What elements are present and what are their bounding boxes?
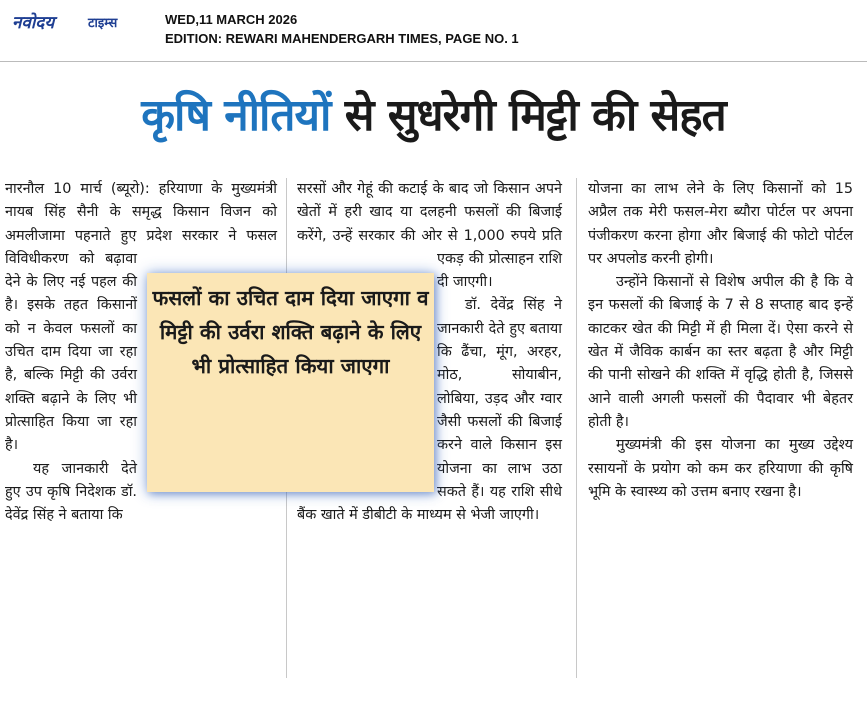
header-divider [0, 61, 867, 62]
date-line: WED,11 MARCH 2026 [165, 12, 298, 27]
article-paragraph: सरसों और गेहूं की कटाई के बाद जो किसान अपने खेतों में हरी खाद या दलहनी फसलों की बिजाई करेंगे, उन्हें सरकार की ओर से 1,000 रुपये प्रति एकड़ की प्रोत्साहन राशि दी जाएगी। [297, 181, 562, 291]
column-divider [576, 178, 577, 678]
article-column-3 [588, 178, 853, 504]
masthead [0, 0, 867, 62]
article-paragraph: उन्होंने किसानों से विशेष अपील की है कि वे इन फसलों की बिजाई के 7 से 8 सप्ताह बाद इन्हें काटकर खेत की मिट्टी में ही मिला दें। ऐसा करने से खेत में जैविक कार्बन का स्तर बढ़ता है और मिट्टी की पानी सोखने की शक्ति में वृद्धि होती है, जिससे आने वाली अगली फसलों की पैदावार भी बेहतर होती है। [588, 274, 853, 430]
article-paragraph: योजना का लाभ लेने के लिए किसानों को 15 अप्रैल तक मेरी फसल-मेरा ब्यौरा पोर्टल पर अपना पंजीकरण करना होगा और बिजाई की फोटो पोर्टल पर अपलोड करनी होगी। [588, 181, 853, 267]
headline-highlight: कृषि नीतियों [141, 90, 331, 141]
logo-main-text: नवोदय [12, 13, 55, 33]
pull-quote-text: फसलों का उचित दाम दिया जाएगा व मिट्टी की उर्वरा शक्ति बढ़ाने के लिए भी प्रोत्साहित किया जाएगा [152, 286, 429, 378]
article-paragraph: डॉ. देवेंद्र सिंह ने जानकारी देते हुए बताया कि ढैंचा, मूंग, अरहर, मोठ, सोयाबीन, लोबिया, उड़द और ग्वार जैसी फसलों की बिजाई करने वाले किसान इस योजना का लाभ उठा सकते हैं। यह राशि सीधे बैंक खाते में डीबीटी के माध्यम से भेजी जाएगी। [297, 297, 562, 524]
article-paragraph: मुख्यमंत्री की इस योजना का मुख्य उद्देश्य रसायनों के प्रयोग को कम कर हरियाणा की कृषि भूमि के स्वास्थ्य को उत्तम बनाए रखना है। [588, 437, 853, 500]
newspaper-logo [12, 10, 140, 40]
headline-rest: से सुधरेगी मिट्टी की सेहत [344, 90, 726, 141]
article-paragraph: यह जानकारी देते हुए उप कृषि निदेशक डॉ. देवेंद्र सिंह ने बताया कि [5, 460, 137, 524]
edition-line: EDITION: REWARI MAHENDERGARH TIMES, PAGE NO. 1 [165, 31, 519, 46]
logo-sub-text: टाइम्स [88, 16, 118, 31]
edition-info [165, 10, 519, 48]
headline [0, 76, 867, 156]
article-paragraph: नारनौल 10 मार्च (ब्यूरो): हरियाणा के मुख्यमंत्री नायब सिंह सैनी के समृद्ध किसान विजन को अमलीजामा पहनाते हुए प्रदेश सरकार ने फसल विविधीकरण को बढ़ावा देने के लिए नई पहल की है। इसके तहत किसानों को न केवल फसलों का उचित दाम दिया जा रहा है, बल्कि मिट्टी की उर्वरा शक्ति बढ़ाने के लिए भी प्रोत्साहित किया जा रहा है। [5, 181, 277, 454]
pull-quote-box [147, 273, 434, 492]
